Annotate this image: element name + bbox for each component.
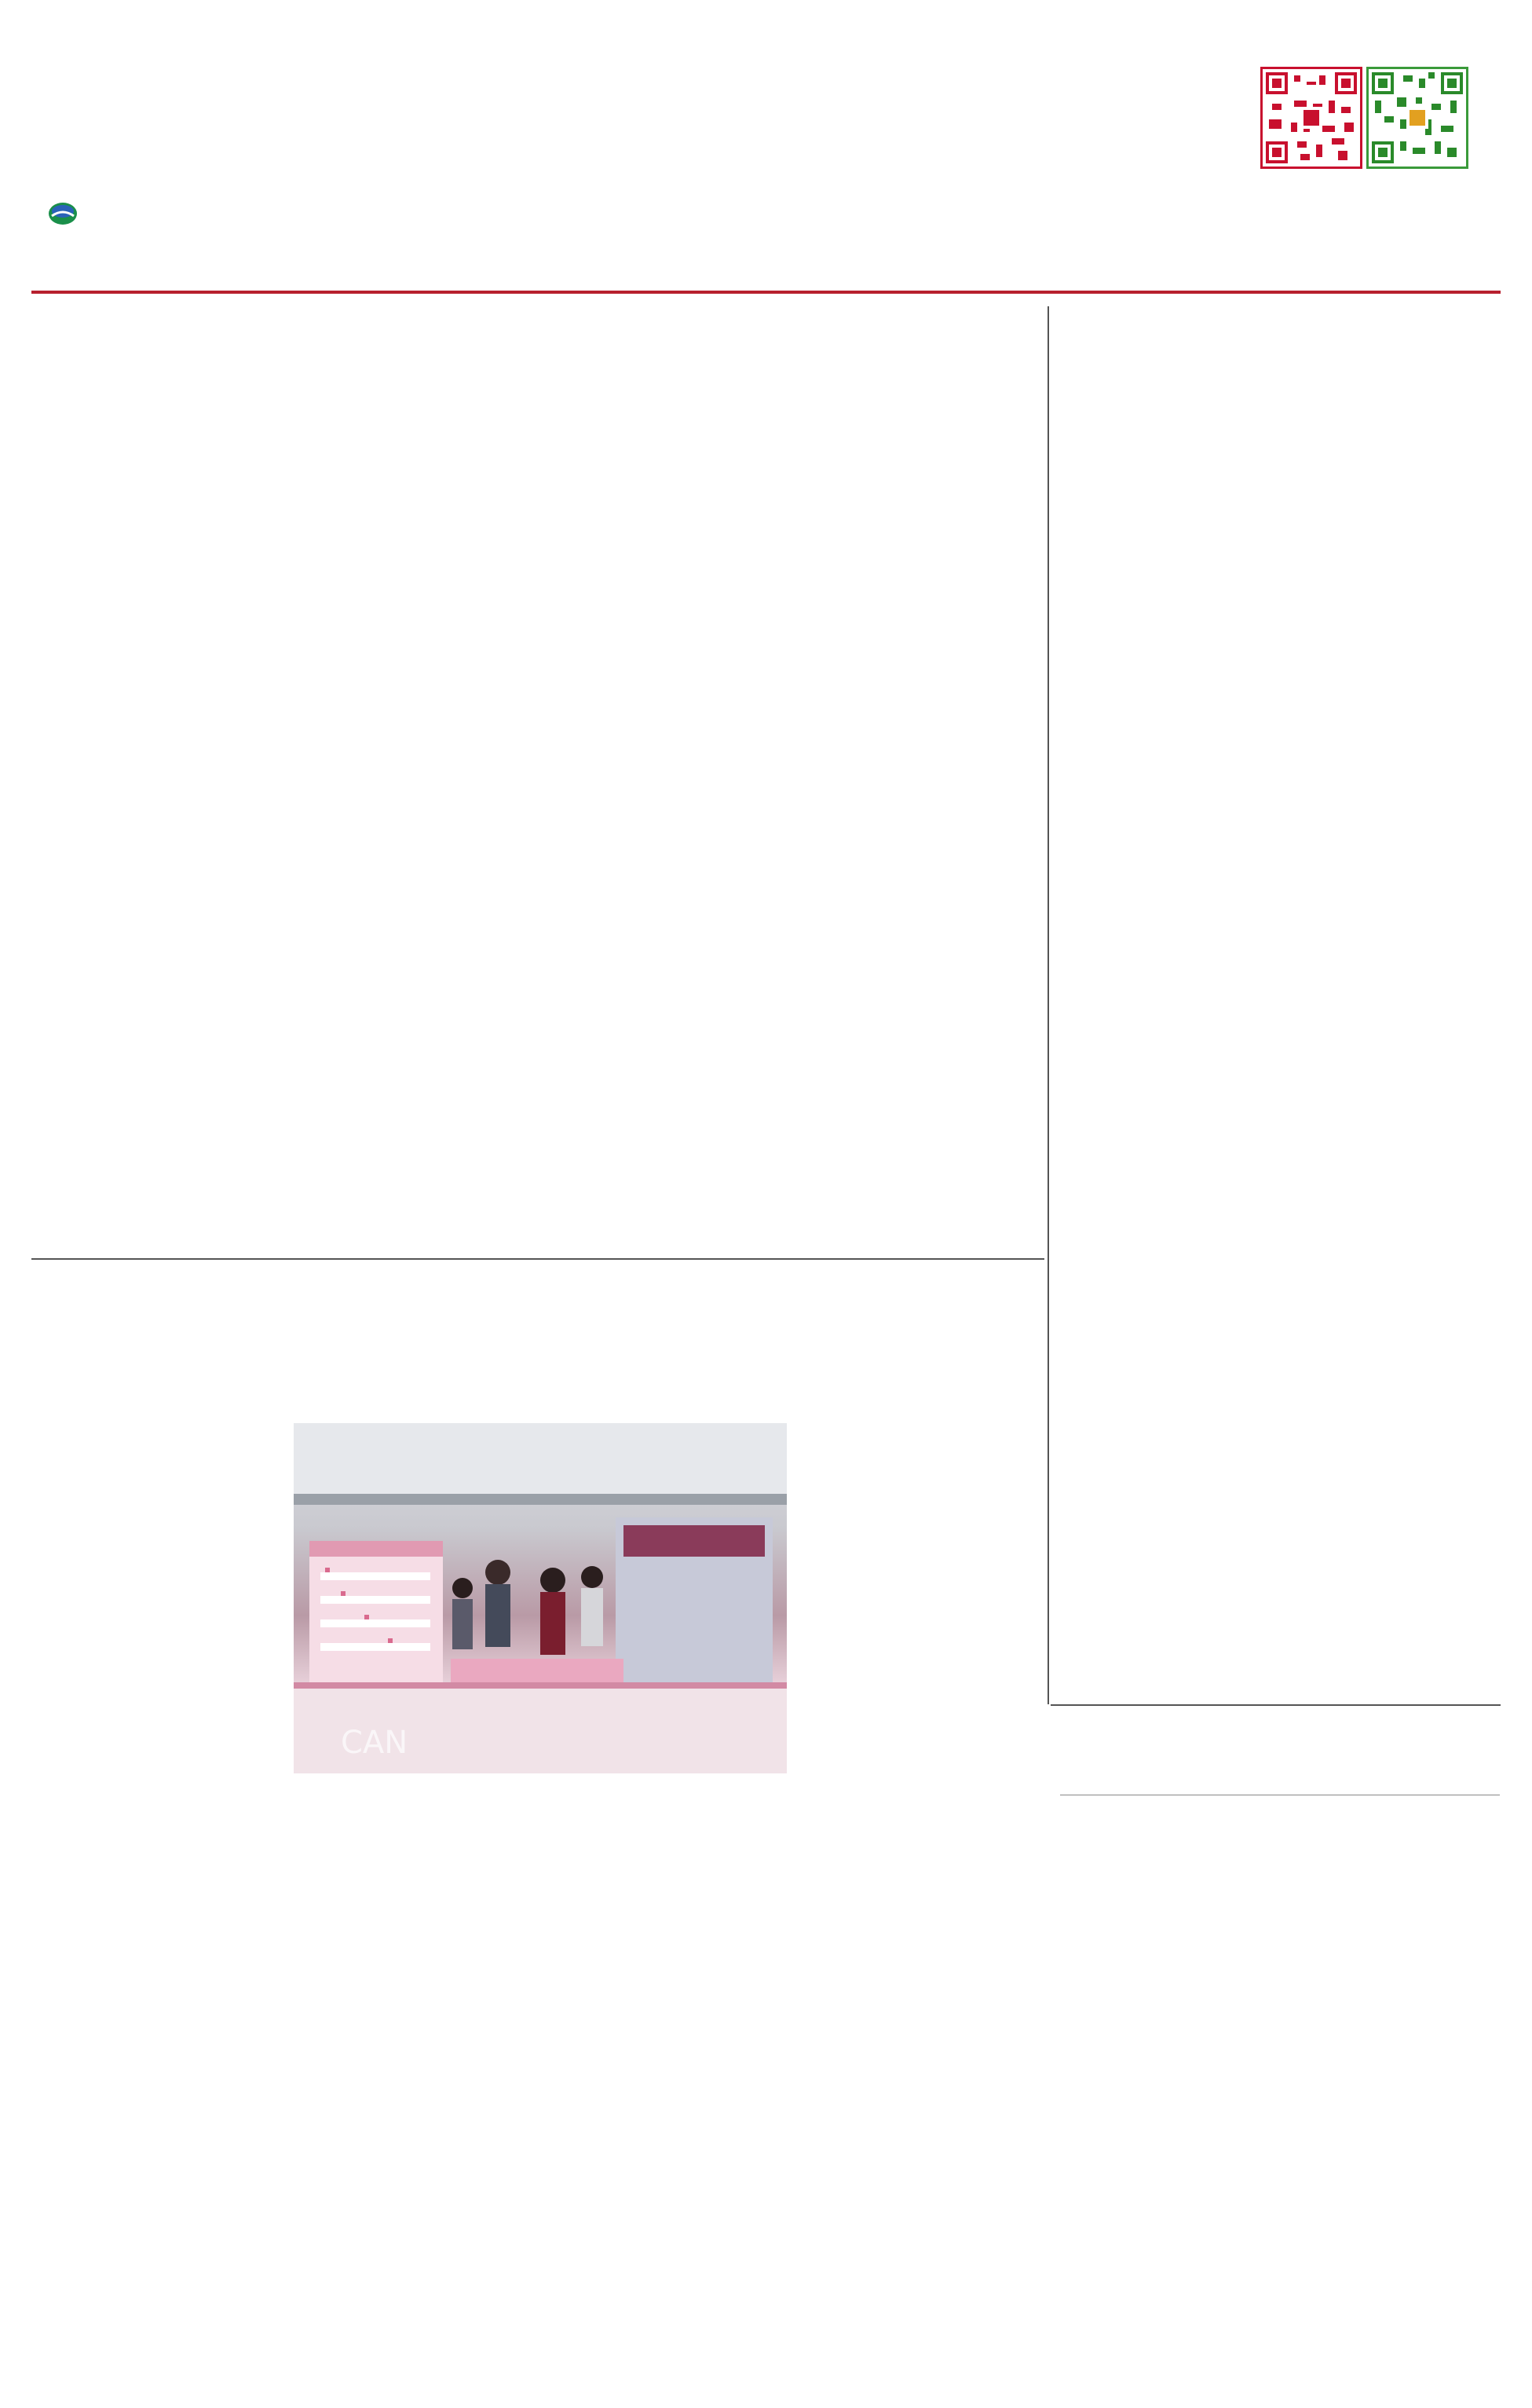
article1-col2 — [292, 575, 536, 1250]
divider — [1048, 306, 1049, 1704]
app-qr-code[interactable] — [1260, 67, 1362, 169]
masthead-divider — [31, 291, 1501, 294]
expo-photo — [294, 1423, 787, 1773]
article2-col3 — [540, 1780, 784, 2251]
article2-col1 — [47, 1420, 283, 2252]
wechat-qr-code[interactable] — [1366, 67, 1468, 169]
article2-col4 — [795, 1420, 1038, 2252]
article1-col1 — [47, 575, 287, 1250]
article-right-headline — [1327, 326, 1453, 1551]
article1-col3 — [542, 575, 785, 1250]
article2-col2 — [294, 1780, 529, 2251]
publisher-logo — [47, 200, 79, 227]
svg-text:CAN: CAN — [341, 1725, 408, 1761]
article-right-col-top — [1060, 327, 1315, 1671]
masthead-title — [369, 47, 1154, 251]
article1-col4 — [793, 575, 1035, 1250]
divider — [1051, 1704, 1501, 1706]
article-right-kicker — [1461, 330, 1500, 1429]
divider — [31, 1258, 1044, 1260]
